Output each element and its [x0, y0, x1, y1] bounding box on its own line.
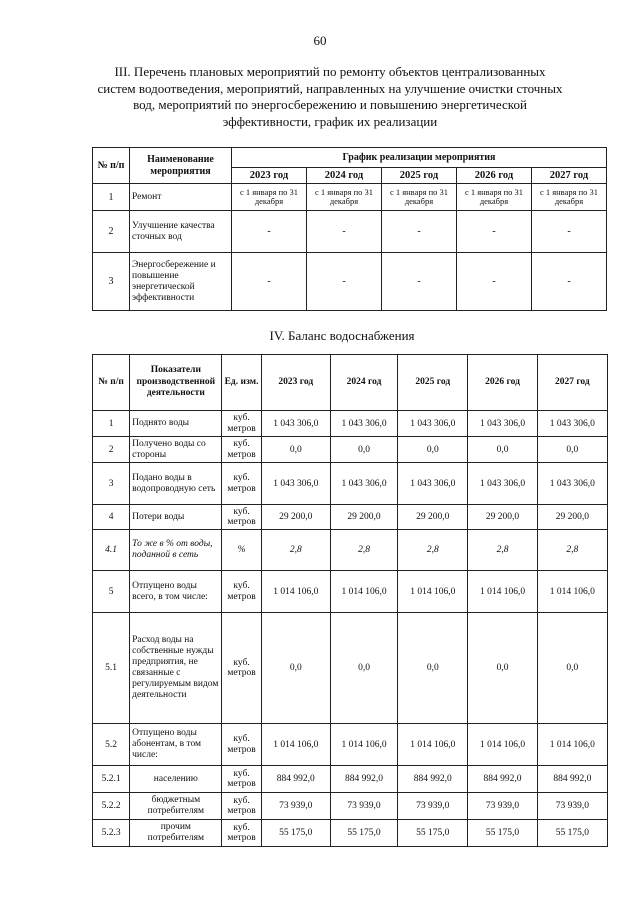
year-header: 2023 год: [261, 355, 330, 411]
value-cell: 1 014 106,0: [537, 571, 607, 613]
unit-cell: куб. метров: [222, 766, 261, 793]
table-row: [93, 463, 608, 505]
row-number: 5: [93, 571, 130, 613]
value-cell: 2,8: [468, 530, 537, 571]
value-cell: 884 992,0: [398, 766, 468, 793]
value-cell: 2,8: [398, 530, 468, 571]
row-number: 1: [93, 411, 130, 437]
schedule-cell: -: [382, 253, 457, 311]
unit-cell: куб. метров: [222, 613, 261, 724]
year-header: 2025 год: [398, 355, 468, 411]
indicator-name: Отпущено воды абонентам, в том числе:: [130, 724, 222, 766]
value-cell: 884 992,0: [537, 766, 607, 793]
value-cell: 884 992,0: [468, 766, 537, 793]
value-cell: 884 992,0: [330, 766, 397, 793]
page-number: 60: [313, 33, 327, 48]
schedule-cell: -: [457, 211, 532, 253]
year-header: 2025 год: [382, 168, 457, 184]
value-cell: 1 043 306,0: [261, 411, 330, 437]
value-cell: 1 014 106,0: [537, 724, 607, 766]
value-cell: 29 200,0: [330, 505, 397, 530]
value-cell: 0,0: [468, 613, 537, 724]
unit-cell: куб. метров: [222, 820, 261, 847]
unit-cell: куб. метров: [222, 437, 261, 463]
schedule-cell: с 1 января по 31 декабря: [457, 184, 532, 211]
row-number: 4: [93, 505, 130, 530]
value-cell: 1 043 306,0: [468, 411, 537, 437]
row-number: 5.2: [93, 724, 130, 766]
unit-cell: куб. метров: [222, 793, 261, 820]
value-cell: 0,0: [398, 437, 468, 463]
indicator-name: Расход воды на собственные нужды предприятия, не связанные с регулируемым видом деятельности: [130, 613, 222, 724]
row-number: 3: [93, 463, 130, 505]
row-number: 3: [93, 253, 130, 311]
value-cell: 1 014 106,0: [398, 571, 468, 613]
value-cell: 1 014 106,0: [261, 724, 330, 766]
table-row: [93, 613, 608, 724]
indicator-name: бюджетным потребителям: [130, 793, 222, 820]
value-cell: 29 200,0: [537, 505, 607, 530]
table-row: [93, 184, 607, 211]
schedule-cell: с 1 января по 31 декабря: [532, 184, 607, 211]
value-cell: 1 043 306,0: [537, 463, 607, 505]
section-4-title: IV. Баланс водоснабжения: [269, 328, 415, 343]
row-number: 5.1: [93, 613, 130, 724]
table-row: [93, 766, 608, 793]
indicator-name: населению: [130, 766, 222, 793]
value-cell: 0,0: [330, 437, 397, 463]
value-cell: 1 043 306,0: [537, 411, 607, 437]
row-number: 1: [93, 184, 130, 211]
row-number: 5.2.2: [93, 793, 130, 820]
schedule-cell: с 1 января по 31 декабря: [232, 184, 307, 211]
value-cell: 1 014 106,0: [261, 571, 330, 613]
value-cell: 0,0: [537, 613, 607, 724]
value-cell: 1 014 106,0: [398, 724, 468, 766]
schedule-cell: -: [307, 253, 382, 311]
value-cell: 0,0: [537, 437, 607, 463]
value-cell: 73 939,0: [330, 793, 397, 820]
indicator-name: Отпущено воды всего, в том числе:: [130, 571, 222, 613]
indicator-name: Подано воды в водопроводную сеть: [130, 463, 222, 505]
value-cell: 2,8: [537, 530, 607, 571]
value-cell: 1 043 306,0: [330, 411, 397, 437]
activity-name: Улучшение качества сточных вод: [130, 211, 232, 253]
unit-cell: куб. метров: [222, 571, 261, 613]
value-cell: 73 939,0: [468, 793, 537, 820]
row-number: 2: [93, 211, 130, 253]
value-cell: 1 043 306,0: [261, 463, 330, 505]
indicator-name: То же в % от воды, поданной в сеть: [130, 530, 222, 571]
col-header-activity: Наименование мероприятия: [130, 148, 232, 184]
activity-name: Ремонт: [130, 184, 232, 211]
row-number: 2: [93, 437, 130, 463]
table-row: [93, 820, 608, 847]
value-cell: 55 175,0: [468, 820, 537, 847]
value-cell: 55 175,0: [537, 820, 607, 847]
value-cell: 1 014 106,0: [330, 724, 397, 766]
value-cell: 55 175,0: [330, 820, 397, 847]
activities-schedule-table: [92, 147, 607, 311]
table-row: [93, 437, 608, 463]
value-cell: 29 200,0: [398, 505, 468, 530]
year-header: 2026 год: [457, 168, 532, 184]
water-balance-table: [92, 354, 608, 847]
value-cell: 0,0: [398, 613, 468, 724]
value-cell: 0,0: [261, 613, 330, 724]
activity-name: Энергосбережение и повышение энергетической эффективности: [130, 253, 232, 311]
schedule-cell: с 1 января по 31 декабря: [307, 184, 382, 211]
schedule-cell: с 1 января по 31 декабря: [382, 184, 457, 211]
unit-cell: куб. метров: [222, 724, 261, 766]
value-cell: 1 014 106,0: [330, 571, 397, 613]
row-number: 5.2.1: [93, 766, 130, 793]
year-header: 2024 год: [307, 168, 382, 184]
value-cell: 29 200,0: [261, 505, 330, 530]
schedule-cell: -: [532, 211, 607, 253]
col-header-indicator: Показатели производственной деятельности: [130, 355, 222, 411]
table-row: [93, 211, 607, 253]
value-cell: 55 175,0: [398, 820, 468, 847]
col-header-schedule: График реализации мероприятия: [232, 148, 607, 168]
table-row: [93, 530, 608, 571]
value-cell: 1 043 306,0: [330, 463, 397, 505]
table-row: [93, 411, 608, 437]
unit-cell: куб. метров: [222, 463, 261, 505]
table-row: [93, 571, 608, 613]
unit-cell: %: [222, 530, 261, 571]
col-header-num: № п/п: [93, 355, 130, 411]
schedule-cell: -: [307, 211, 382, 253]
value-cell: 0,0: [261, 437, 330, 463]
year-header: 2023 год: [232, 168, 307, 184]
unit-cell: куб. метров: [222, 505, 261, 530]
year-header: 2024 год: [330, 355, 397, 411]
schedule-cell: -: [232, 211, 307, 253]
indicator-name: Получено воды со стороны: [130, 437, 222, 463]
value-cell: 1 043 306,0: [398, 463, 468, 505]
indicator-name: Потери воды: [130, 505, 222, 530]
table-row: [93, 724, 608, 766]
value-cell: 2,8: [330, 530, 397, 571]
table-row: [93, 253, 607, 311]
schedule-cell: -: [382, 211, 457, 253]
year-header: 2027 год: [532, 168, 607, 184]
table-row: [93, 793, 608, 820]
value-cell: 0,0: [468, 437, 537, 463]
schedule-cell: -: [232, 253, 307, 311]
value-cell: 55 175,0: [261, 820, 330, 847]
year-header: 2026 год: [468, 355, 537, 411]
value-cell: 0,0: [330, 613, 397, 724]
col-header-num: № п/п: [93, 148, 130, 184]
row-number: 4.1: [93, 530, 130, 571]
year-header: 2027 год: [537, 355, 607, 411]
value-cell: 1 043 306,0: [468, 463, 537, 505]
value-cell: 73 939,0: [537, 793, 607, 820]
section-3-title: III. Перечень плановых мероприятий по ремонту объектов централизованных систем водоотведения, мероприятий, направленных на улучшение очистки сточных вод, мероприятий по энергосбережению и повышению энергетической эффективности, график их реализации: [97, 64, 563, 129]
row-number: 5.2.3: [93, 820, 130, 847]
value-cell: 29 200,0: [468, 505, 537, 530]
table-row: [93, 505, 608, 530]
value-cell: 1 014 106,0: [468, 571, 537, 613]
value-cell: 1 014 106,0: [468, 724, 537, 766]
value-cell: 73 939,0: [261, 793, 330, 820]
unit-cell: куб. метров: [222, 411, 261, 437]
value-cell: 1 043 306,0: [398, 411, 468, 437]
value-cell: 884 992,0: [261, 766, 330, 793]
indicator-name: Поднято воды: [130, 411, 222, 437]
schedule-cell: -: [532, 253, 607, 311]
value-cell: 2,8: [261, 530, 330, 571]
col-header-unit: Ед. изм.: [222, 355, 261, 411]
schedule-cell: -: [457, 253, 532, 311]
indicator-name: прочим потребителям: [130, 820, 222, 847]
value-cell: 73 939,0: [398, 793, 468, 820]
